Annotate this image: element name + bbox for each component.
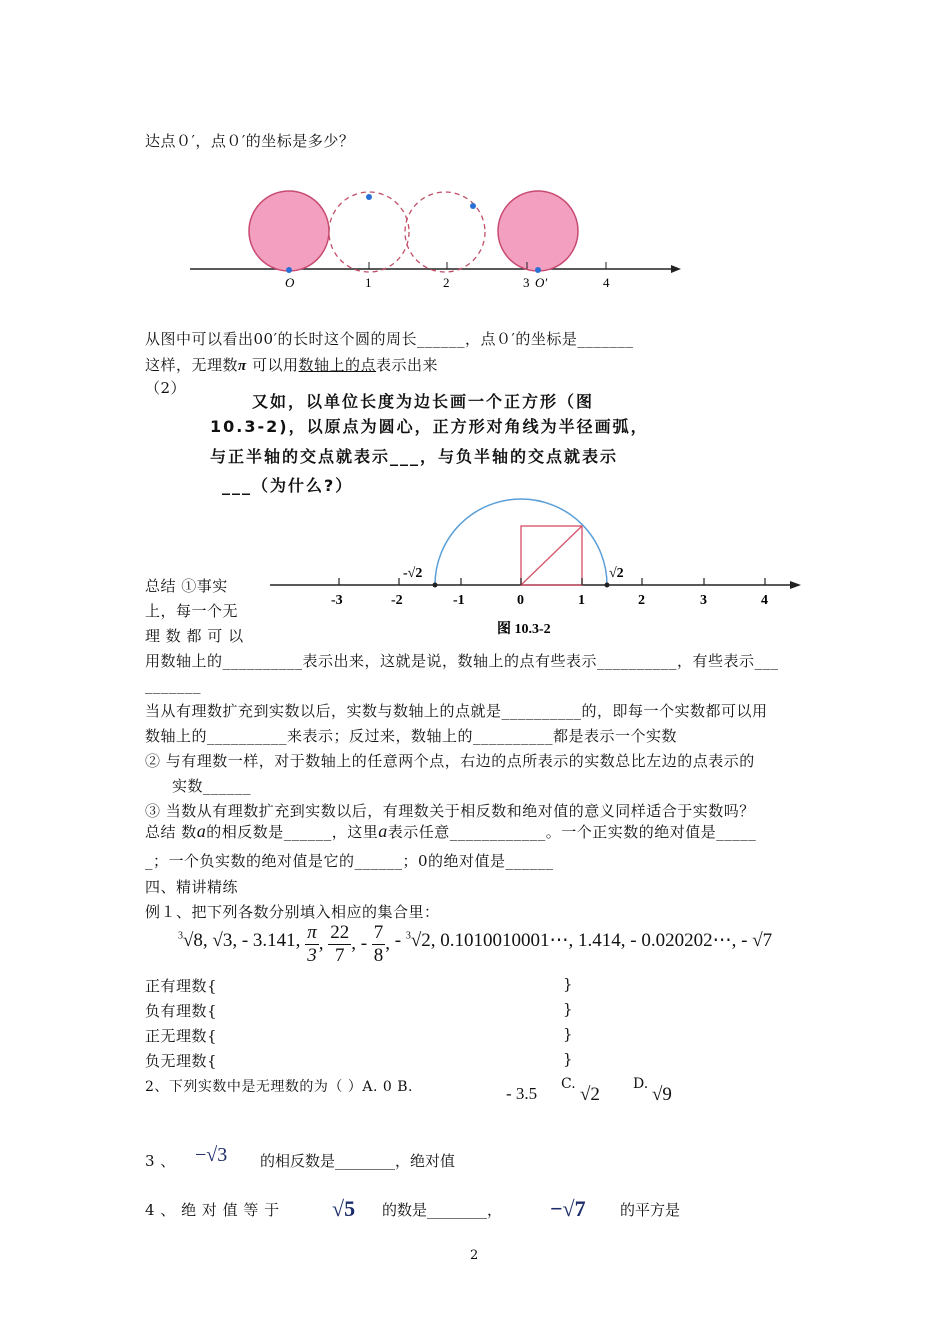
excerpt-line: 又如，以单位长度为边长画一个正方形（图 xyxy=(252,392,595,411)
choice-d-label: D. xyxy=(633,1076,649,1092)
text-line: （2） xyxy=(145,379,187,397)
text-line: 从图中可以看出00′的长时这个圆的周长______，点０′的坐标是_______ xyxy=(145,330,634,348)
set-close: } xyxy=(563,1050,573,1068)
number-line-figure xyxy=(265,490,805,640)
text-line: 实数______ xyxy=(172,777,252,795)
variable: a xyxy=(196,821,207,841)
textbook-excerpt xyxy=(205,383,705,495)
text-line: 例１、把下列各数分别填入相应的集合里： xyxy=(145,903,440,921)
question-4-text: 的数是________， xyxy=(382,1201,503,1219)
excerpt-line: 10.3-2)，以原点为圆心，正方形对角线为半径画弧， xyxy=(210,417,649,436)
tick-label: 1 xyxy=(365,275,372,290)
text-line xyxy=(145,354,438,375)
page-number: 2 xyxy=(470,1248,479,1263)
excerpt-line: ___（为什么?） xyxy=(222,476,354,495)
section-heading: 四、精讲精练 xyxy=(145,878,239,896)
tick-label: -1 xyxy=(453,593,465,608)
neg-root2-label: -√2 xyxy=(403,566,423,581)
tick-label: 4 xyxy=(761,593,768,608)
choice-d-value: √9 xyxy=(652,1084,672,1105)
tick-label: O xyxy=(285,275,295,290)
text-span: 这样，无理数 xyxy=(145,356,239,374)
figure-caption: 图 10.3-2 xyxy=(497,622,551,637)
tick-label: 0 xyxy=(517,593,524,608)
text-line: ② 与有理数一样，对于数轴上的任意两个点，右边的点所表示的实数总比左边的点表示的 xyxy=(145,752,755,770)
set-label: 负有理数{ xyxy=(145,1002,218,1020)
text-line xyxy=(145,821,756,842)
choice-b-value: - 3.5 xyxy=(506,1084,538,1103)
neg-root3-formula: −√3 xyxy=(195,1144,228,1166)
root5-formula: √5 xyxy=(332,1196,356,1221)
number-list-formula: $^3$√8, √3, - 3.141, $\frac{\pi}{3}$ , $\frac{22}{7}$ , - $\frac{7}{8}$ , - $^3$√2, 0.1010010001⋯, 1.414, - 0.020202⋯, - √7 xyxy=(178,922,773,966)
text-line: 总结 ①事实 xyxy=(145,577,228,595)
set-close: } xyxy=(563,1000,573,1018)
text-line: 当从有理数扩充到实数以后，实数与数轴上的点就是__________的，即每一个实数都可以用 xyxy=(145,702,768,720)
question-3-text: 的相反数是________，绝对值 xyxy=(260,1152,456,1170)
pos-root2-label: √2 xyxy=(609,566,624,581)
underlined-text: 数轴上的点 xyxy=(298,356,377,374)
set-label: 正有理数{ xyxy=(145,977,218,995)
tick-label: 3 xyxy=(700,593,707,608)
text-span: 表示出来 xyxy=(376,356,439,374)
text-line: 理 数 都 可 以 xyxy=(145,627,244,645)
tick-label: 1 xyxy=(578,593,585,608)
variable: a xyxy=(378,821,388,841)
neg-root7-formula: −√7 xyxy=(550,1196,586,1221)
question-2: 2、下列实数中是无理数的为（ ）A. 0 B. xyxy=(145,1079,413,1095)
set-label: 负无理数{ xyxy=(145,1052,218,1070)
set-close: } xyxy=(563,1025,573,1043)
tick-label: 3 xyxy=(523,275,530,290)
tick-label: 2 xyxy=(638,593,645,608)
set-label: 正无理数{ xyxy=(145,1027,218,1045)
question-4-number: 4 、 绝 对 值 等 于 xyxy=(145,1201,280,1219)
choice-c-value: √2 xyxy=(580,1084,600,1105)
tick-label: 4 xyxy=(603,275,610,290)
question-4-text: 的平方是 xyxy=(620,1201,681,1219)
text-span: 可以用 xyxy=(252,356,299,374)
text-line: 数轴上的__________来表示；反过来，数轴上的__________都是表示一个实数 xyxy=(145,727,678,745)
text-line: _；一个负实数的绝对值是它的______；0的绝对值是______ xyxy=(145,852,554,870)
tick-label: 2 xyxy=(443,275,450,290)
rolling-circle-figure xyxy=(185,185,685,295)
text-line: 上，每一个无 xyxy=(145,602,239,620)
excerpt-line: 与正半轴的交点就表示___，与负半轴的交点就表示 xyxy=(210,447,619,466)
choice-c-label: C. xyxy=(561,1076,576,1092)
tick-label: -3 xyxy=(331,593,343,608)
text-line: ③ 当数从有理数扩充到实数以后，有理数关于相反数和绝对值的意义同样适合于实数吗？ xyxy=(145,802,755,820)
pi-symbol: π xyxy=(238,358,247,374)
text-span: 总结 数 xyxy=(145,823,197,841)
text-line: _______ xyxy=(145,676,201,694)
tick-label: O′ xyxy=(535,275,548,290)
set-close: } xyxy=(563,975,573,993)
question-text: 达点０′，点０′的坐标是多少？ xyxy=(145,132,355,150)
tick-label: -2 xyxy=(391,593,403,608)
question-3-number: 3 、 xyxy=(145,1152,176,1170)
text-span: 的相反数是______，这里 xyxy=(206,823,379,841)
text-line: 用数轴上的__________表示出来，这就是说，数轴上的点有些表示__________，有些表示___ xyxy=(145,652,779,670)
text-span: 表示任意____________。一个正实数的绝对值是_____ xyxy=(387,823,757,841)
